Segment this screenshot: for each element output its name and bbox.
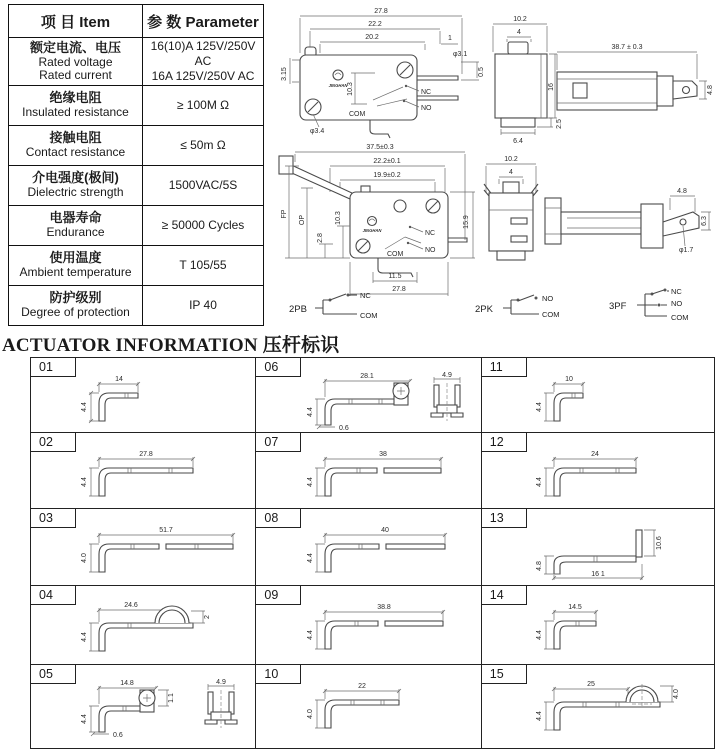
item-zh: 使用温度: [49, 250, 102, 266]
lever-switch-side-view-drawing: [484, 156, 538, 260]
actuator-drawing-10: [269, 678, 469, 738]
spec-item-cell: [9, 246, 143, 286]
param-value: ≥ 50000 Cycles: [161, 218, 245, 232]
actuator-drawing-05: [43, 678, 243, 738]
dim-label: 6.3: [701, 216, 708, 226]
dim-label: 0.5: [478, 67, 485, 77]
cell-id: 10: [264, 667, 279, 681]
cell-id: 05: [39, 667, 53, 681]
dim-label: 16: [548, 83, 555, 91]
dim-label: 14.5: [568, 604, 582, 611]
dim-label: 4.4: [306, 553, 314, 563]
dim-label: 10.2: [504, 156, 518, 163]
dim-label: 1: [448, 35, 452, 42]
dim-label: 10: [564, 376, 573, 383]
actuator-drawing-06: [269, 371, 469, 431]
dim-label: 38.7 ± 0.3: [611, 44, 643, 51]
dim-label: 4.0: [81, 553, 89, 563]
dim-label: 1.1: [168, 693, 176, 703]
dim-label: 28.1: [359, 373, 374, 380]
spec-value-cell: [143, 206, 264, 246]
cell-id: 11: [489, 360, 503, 374]
param-value: T 105/55: [179, 258, 227, 272]
actuator-drawing-12: [498, 446, 698, 506]
switch-side-view-drawing: [493, 16, 563, 145]
actuator-cell-number: [256, 509, 301, 528]
actuator-drawing-08: [269, 522, 469, 582]
dim-label: 4.0: [306, 709, 314, 719]
terminal-label-nc: NC: [360, 291, 371, 300]
cell-id: 02: [39, 435, 53, 449]
dim-label: 22.2±0.1: [373, 158, 401, 165]
cell-id: 15: [489, 667, 504, 681]
actuator-cell-number: [31, 433, 76, 452]
dim-label: 11.5: [388, 273, 402, 280]
item-en: Insulated resistance: [22, 105, 129, 120]
dim-label: 10.3: [335, 211, 342, 225]
cell-id: 04: [39, 588, 53, 602]
dim-label: 4: [509, 169, 513, 176]
spec-item-cell: [9, 206, 143, 246]
actuator-cell-number: [482, 433, 527, 452]
spec-row-contact: [9, 126, 264, 166]
actuator-cell-number: [31, 665, 76, 684]
dim-label: 22: [357, 683, 366, 690]
spec-item-cell: [9, 38, 143, 86]
actuator-drawing-11: [498, 371, 698, 431]
spec-row-dielectric: [9, 166, 264, 206]
circuit-name: 2PB: [289, 304, 307, 315]
spec-row-temperature: [9, 246, 264, 286]
dim-label: 14.8: [120, 680, 134, 687]
circuit-diagram-2pb: [289, 291, 378, 320]
spec-table: [8, 4, 264, 326]
dim-label: 27.8: [139, 451, 153, 458]
cell-id: 14: [489, 588, 504, 602]
spec-item-cell: [9, 126, 143, 166]
dim-label: 4.4: [81, 477, 89, 487]
item-zh: 接触电阻: [49, 130, 102, 146]
terminal-label-nc: NC: [425, 230, 436, 237]
actuator-cell-04: [31, 586, 256, 665]
spec-col-parameter: 参 数 Parameter: [143, 5, 264, 38]
dim-label: 4.4: [81, 402, 89, 412]
circuit-diagram-2pk: [475, 294, 560, 319]
item-zh: 介电强度(极间): [32, 170, 119, 186]
item-en: Rated voltage: [38, 54, 113, 69]
spec-item-cell: [9, 86, 143, 126]
cell-id: 13: [489, 511, 504, 525]
circuit-name: 2PK: [475, 304, 493, 315]
lever-switch-top-view-drawing: [545, 188, 711, 254]
dim-label: 14: [115, 376, 124, 383]
param-value: 1500VAC/5S: [168, 178, 238, 192]
dim-label: 16 1: [591, 571, 605, 578]
actuator-cell-11: [481, 358, 714, 433]
spec-row-insulation: [9, 86, 264, 126]
actuator-cell-03: [31, 509, 256, 586]
item-zh: 额定电流、电压: [29, 39, 121, 55]
dim-label: 3.15: [281, 67, 288, 81]
circuit-diagram-3pf: [609, 287, 689, 322]
item-zh: 电器寿命: [49, 210, 102, 226]
terminal-label-com: COM: [542, 310, 560, 319]
dim-label: 4.8: [677, 188, 687, 195]
spec-value-cell: [143, 86, 264, 126]
spec-item-cell: [9, 166, 143, 206]
brand-logo-text: JINGHAN: [362, 228, 382, 233]
item-en: Rated current: [39, 67, 112, 82]
terminal-label-no: NO: [671, 299, 683, 308]
actuator-drawing-07: [269, 446, 469, 506]
cell-id: 09: [264, 588, 279, 602]
cell-id: 12: [489, 435, 504, 449]
dim-label: 38: [378, 451, 387, 458]
dim-label: 4.4: [535, 477, 543, 487]
spec-value-cell: [143, 246, 264, 286]
actuator-cell-06: [256, 358, 481, 433]
spec-value-cell: [143, 166, 264, 206]
dim-label: 27.8: [374, 8, 388, 15]
actuator-cell-10: [256, 665, 481, 749]
dim-label: 4.0: [672, 689, 680, 699]
dim-label: 10.2: [513, 16, 527, 23]
terminal-label-no: NO: [425, 247, 436, 254]
brand-logo-text: JINGHAN: [328, 83, 348, 88]
actuator-cell-02: [31, 433, 256, 509]
dim-label: φ3.4: [310, 128, 325, 135]
dim-label: 4.4: [535, 402, 543, 412]
actuator-cell-number: [482, 509, 527, 528]
dim-label: 4.4: [306, 407, 314, 417]
actuator-cell-08: [256, 509, 481, 586]
dim-label: 4: [517, 29, 521, 36]
dim-label: 4.9: [216, 679, 227, 686]
terminal-label-com: COM: [360, 311, 378, 320]
actuator-drawing-14: [498, 599, 698, 659]
actuator-cell-number: [31, 358, 76, 377]
dim-label: 4.4: [81, 632, 89, 642]
dim-label: 25: [586, 681, 595, 688]
terminal-label-com: COM: [349, 111, 366, 118]
actuator-cell-number: [256, 358, 301, 377]
dim-label: 24.6: [124, 602, 138, 609]
spec-item-cell: [9, 286, 143, 326]
dim-label: 4.4: [535, 630, 543, 640]
spec-row-rating: [9, 38, 264, 86]
param-value: ≤ 50m Ω: [180, 138, 226, 152]
item-en: Endurance: [46, 225, 105, 240]
actuator-cell-number: [256, 586, 301, 605]
actuator-cell-05: [31, 665, 256, 749]
dim-label: 19.9±0.2: [373, 172, 401, 179]
actuator-cell-number: [256, 665, 301, 684]
actuator-drawing-13: [498, 522, 698, 582]
terminal-label-nc: NC: [671, 287, 682, 296]
dim-label: 4.8: [707, 85, 714, 95]
dim-label: φ3.1: [453, 51, 468, 58]
actuator-cell-number: [482, 586, 527, 605]
item-en: Contact resistance: [25, 145, 126, 160]
item-en: Ambient temperature: [19, 265, 132, 280]
actuator-section-title: ACTUATOR INFORMATION 压杆标识: [2, 335, 340, 356]
switch-front-view-drawing: [281, 8, 485, 138]
dim-label: φ1.7: [679, 247, 694, 254]
dim-label: 4.4: [535, 711, 543, 721]
dim-label: 24: [590, 451, 599, 458]
spec-col-item: 项 目 Item: [9, 5, 143, 38]
terminal-label-no: NO: [542, 294, 554, 303]
dim-label: 51.7: [159, 527, 173, 534]
switch-top-view-drawing: [557, 44, 714, 110]
actuator-cell-15: [481, 665, 714, 749]
spec-value-cell: [143, 286, 264, 326]
actuator-drawing-02: [43, 446, 243, 506]
dim-label: 38.8: [376, 604, 391, 611]
dim-label: 40: [380, 527, 389, 534]
actuator-cell-09: [256, 586, 481, 665]
spec-value-cell: [143, 126, 264, 166]
lever-arm: [285, 163, 352, 199]
actuator-cell-12: [481, 433, 714, 509]
dim-label: FP: [281, 209, 288, 219]
param-value: IP 40: [189, 298, 217, 312]
cell-id: 06: [264, 360, 279, 374]
dim-label: 2.8: [317, 233, 324, 243]
item-en: Dielectric strength: [27, 185, 124, 200]
actuator-cell-number: [482, 665, 527, 684]
item-en: Degree of protection: [21, 305, 130, 320]
dim-label: 10.3: [347, 82, 354, 96]
terminal-label-nc: NC: [421, 89, 432, 96]
cell-id: 07: [264, 435, 279, 449]
dim-label: 4.4: [306, 630, 314, 640]
dim-label: 37.5±0.3: [366, 144, 394, 151]
actuator-drawing-09: [269, 599, 469, 659]
param-value: ≥ 100M Ω: [176, 98, 230, 112]
spec-row-endurance: [9, 206, 264, 246]
dim-label: 2: [204, 615, 212, 619]
cell-id: 01: [39, 360, 53, 374]
dim-label: 10.6: [655, 536, 663, 550]
actuator-drawing-03: [43, 522, 243, 582]
actuator-cell-01: [31, 358, 256, 433]
actuator-cell-number: [482, 358, 527, 377]
circuit-name: 3PF: [609, 301, 627, 312]
actuator-drawing-15: [498, 678, 698, 738]
cell-id: 08: [264, 511, 279, 525]
actuator-cell-07: [256, 433, 481, 509]
technical-drawings: [255, 0, 715, 332]
terminal-label-com: COM: [671, 313, 689, 322]
dim-label: 0.6: [113, 732, 123, 738]
terminal-label-com: COM: [387, 251, 404, 258]
dim-label: 4.4: [306, 477, 314, 487]
dim-label: 22.2: [368, 21, 382, 28]
lever-switch-front-view-drawing: [279, 144, 475, 296]
spec-value-cell: [143, 38, 264, 86]
dim-label: 4.9: [441, 372, 452, 379]
dim-label: OP: [299, 214, 306, 226]
actuator-grid: [30, 357, 715, 749]
param-value: 16A 125V/250V AC: [151, 69, 255, 83]
spec-header-row: [9, 5, 264, 38]
actuator-drawing-04: [43, 599, 243, 659]
dim-label: 4.8: [535, 561, 543, 571]
dim-label: 4.4: [81, 714, 89, 724]
dim-label: 2.5: [556, 119, 563, 129]
cell-id: 03: [39, 511, 53, 525]
dim-label: 0.6: [338, 425, 349, 431]
terminal-label-no: NO: [421, 105, 432, 112]
item-zh: 防护级别: [49, 290, 102, 306]
actuator-cell-number: [31, 509, 76, 528]
actuator-drawing-01: [43, 371, 243, 431]
item-zh: 绝缘电阻: [49, 90, 102, 106]
actuator-cell-number: [256, 433, 301, 452]
actuator-cell-13: [481, 509, 714, 586]
spec-row-protection: [9, 286, 264, 326]
dim-label: 27.8: [392, 286, 406, 293]
dim-label: 6.4: [513, 138, 523, 145]
dim-label: 15.9: [463, 215, 470, 229]
actuator-cell-number: [31, 586, 76, 605]
dim-label: 20.2: [365, 34, 379, 41]
actuator-cell-14: [481, 586, 714, 665]
param-value: 16(10)A 125V/250V AC: [150, 39, 256, 68]
